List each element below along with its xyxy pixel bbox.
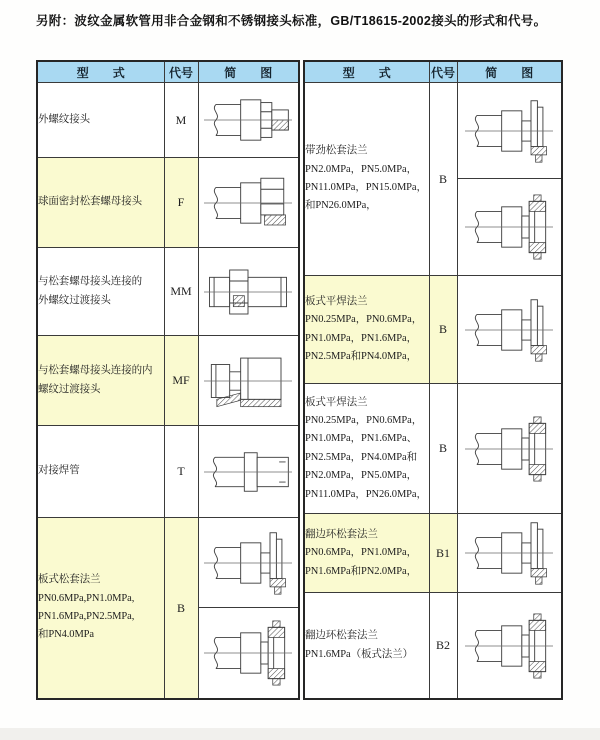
table-header-row [37,61,299,83]
female-thread-fitting-diagram-icon [199,348,299,414]
plate-flange-diagram-icon [458,520,562,586]
type-cell: 外螺纹接头 [37,83,164,158]
code-cell: B [429,276,457,384]
type-cell: 板式平焊法兰 PN0.25MPa，PN0.6MPa， PN1.0MPa，PN1.6MPa， PN2.5MPa和PN4.0MPa， [304,276,429,384]
figure-cell [457,593,562,699]
type-cell: 对接焊管 [37,426,164,518]
table-row [37,158,299,248]
type-cell: 球面密封松套螺母接头 [37,158,164,248]
page-title: 另附：波纹金属软管用非合金钢和不锈钢接头标准，GB/T18615-2002接头的形式和代号。 [36,14,547,28]
type-cell: 板式平焊法兰 PN0.25MPa，PN0.6MPa， PN1.0MPa，PN1.6MPa、 PN2.5MPa，PN4.0MPa和 PN2.0MPa，PN5.0MPa， PN11.0MPa，PN26.0MPa， [304,384,429,514]
table-row [304,276,562,384]
type-cell: 与松套螺母接头连接的内 螺纹过渡接头 [37,336,164,426]
header-code: 代号 [429,61,457,83]
table-row [37,426,299,518]
table-row [37,248,299,336]
table-row [37,518,299,700]
bolted-flange-diagram-icon [458,613,562,679]
type-cell: 翻边环松套法兰 PN0.6MPa，PN1.0MPa， PN1.6MPa和PN2.0MPa， [304,514,429,593]
code-cell: MF [164,336,198,426]
figure-cell [457,514,562,593]
header-type: 型 式 [37,61,164,83]
table-right-half [303,60,563,700]
header-code: 代号 [164,61,198,83]
swivel-nut-fitting-diagram-icon [199,170,299,236]
figure-cell [457,384,562,514]
code-cell: B2 [429,593,457,699]
table-row [37,83,299,158]
figure-cell [198,426,299,518]
figure-cell [198,248,299,336]
bolted-flange-diagram-icon [199,607,299,698]
code-cell: T [164,426,198,518]
table-row [304,384,562,514]
code-cell: B1 [429,514,457,593]
header-figure: 简 图 [457,61,562,83]
male-thread-fitting-diagram-icon [199,87,299,153]
header-figure: 简 图 [198,61,299,83]
type-cell: 与松套螺母接头连接的 外螺纹过渡接头 [37,248,164,336]
code-cell: B [429,83,457,276]
bolted-flange-diagram-icon [458,178,562,275]
table-row [304,593,562,699]
header-type: 型 式 [304,61,429,83]
code-cell: MM [164,248,198,336]
table-row [304,83,562,276]
figure-cell [198,158,299,248]
type-cell: 带劲松套法兰 PN2.0MPa，PN5.0MPa， PN11.0MPa，PN15.0MPa， 和PN26.0MPa， [304,83,429,276]
figure-cell [198,336,299,426]
union-fitting-diagram-icon [199,259,299,325]
figure-cell [457,83,562,276]
butt-weld-pipe-diagram-icon [199,439,299,505]
code-cell: F [164,158,198,248]
plate-flange-diagram-icon [458,297,562,363]
page-bottom-strip [0,728,600,740]
fitting-types-table [36,60,563,700]
figure-cell [198,83,299,158]
code-cell: B [429,384,457,514]
table-row [304,514,562,593]
code-cell: B [164,518,198,700]
figure-cell [457,276,562,384]
plate-flange-diagram-icon [458,83,562,178]
figure-cell [198,518,299,700]
table-left-half [36,60,300,700]
plate-flange-diagram-icon [199,518,299,607]
table-row [37,336,299,426]
code-cell: M [164,83,198,158]
bolted-flange-diagram-icon [458,416,562,482]
table-header-row [304,61,562,83]
type-cell: 板式松套法兰 PN0.6MPa,PN1.0MPa, PN1.6MPa,PN2.5MPa, 和PN4.0MPa [37,518,164,700]
type-cell: 翻边环松套法兰 PN1.6MPa（板式法兰） [304,593,429,699]
